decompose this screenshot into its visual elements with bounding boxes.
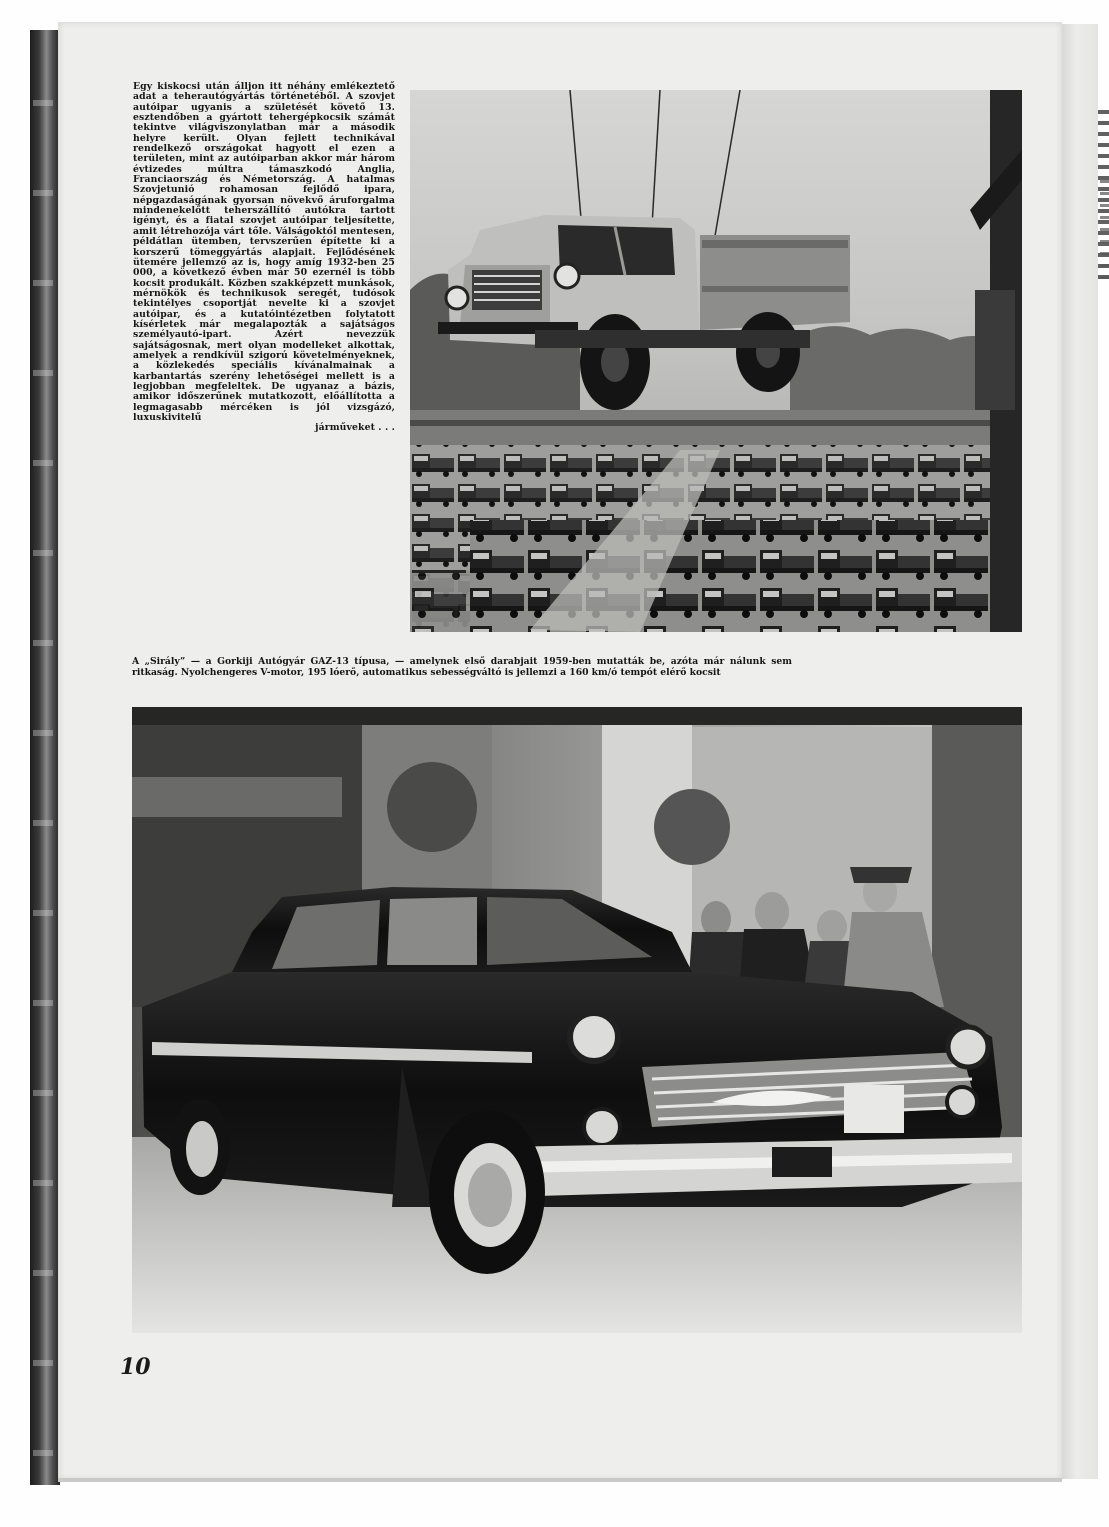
page-bottom-edge: [58, 1478, 1062, 1482]
next-page-edge: [1062, 24, 1098, 1479]
gaz-13-car-illustration: [132, 707, 1022, 1333]
photo-caption: A „Sirály” — a Gorkiji Autógyár GAZ-13 típusa, — amelynek első darabjait 1959-ben mutatták be, azóta már nálunk sem ritkaság. Nyolchengeres V-motor, 195 lóerő, automatikus sebességváltó is jellemzi a 160 km/ó tempót elérő kocsit: [132, 656, 792, 678]
intro-text-tail: járműveket . . .: [315, 422, 395, 434]
gaz-13-chaika-photo: [132, 707, 1022, 1333]
page-number: 10: [120, 1354, 151, 1380]
truck-crane-illustration: [410, 90, 1022, 632]
intro-text-column: [133, 82, 395, 434]
truck-crane-photo: [410, 90, 1022, 632]
intro-text: Egy kiskocsi után álljon itt néhány emlékeztető adat a teherautógyártás történetéből. A szovjet autóipar ugyanis a születését követő 13. esztendőben a gyártott tehergépkocsik számát tekintve világviszonylatban már a második helyre került. Olyan fejlett technikával rendelkező országokat hagyott el ezen a területen, mint az autóiparban akkor már három évtizedes múltra támaszkodó Anglia, Franciaország és Németország. A hatalmas Szovjetunió rohamosan fejlődő ipara, népgazdaságának gyorsan növekvő áruforgalma mindenekelőtt teherszállító autókra tartott igényt, és a fiatal szovjet autóipar teljesítette, amit létrehozója várt tőle. Válságoktól mentesen, példátlan ütemben, tervszerűen építette ki a korszerű tömeggyártás alapjait. Fejlődésének ütemére jellemző az is, hogy amíg 1932-ben 25 000, a következő évben már 50 ezernél is több kocsit produkált. Közben szakképzett munkások, mérnökök és technikusok seregét, tudósok tekintélyes csoportját nevelte ki a szovjet autóipar, és a kutatóintézetben folytatott kísérletek már megalapozták a sajátságos személyautó-ipart. Azért nevezzük sajátságosnak, mert olyan modelleket alkottak, amelyek a rendkívül szigorú követelményeknek, a közlekedés speciális kívánalmainak a karbantartás szerény lehetőségei mellett is a legjobban megfeleltek. De ugyanaz a bázis, amikor időszerűnek mutatkozott, előállította a legmagasabb mércéken is jól vizsgázó, luxuskivitelű: [133, 81, 395, 423]
next-page-text-fragment-2: [1100, 180, 1109, 280]
previous-page-edge-marks: [33, 60, 53, 1470]
